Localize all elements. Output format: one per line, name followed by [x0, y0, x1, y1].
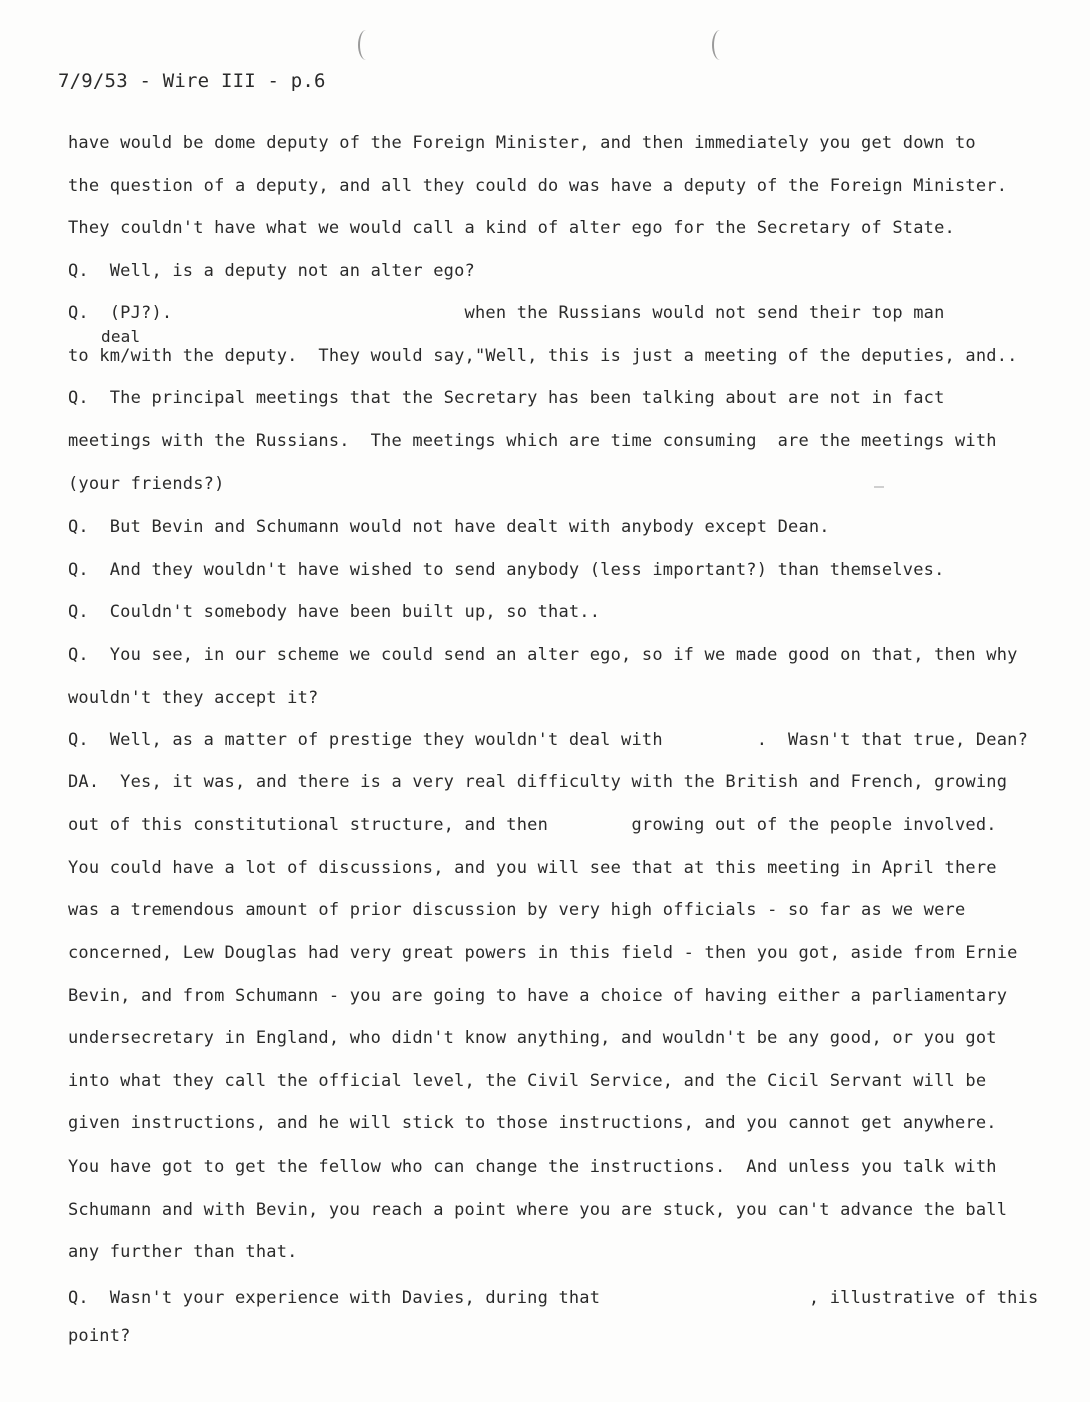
- text-line: concerned, Lew Douglas had very great powers in this field - then you got, aside from Ernie: [68, 943, 1018, 963]
- text-line: (your friends?): [68, 474, 225, 494]
- text-line: Q. And they wouldn't have wished to send anybody (less important?) than themselves.: [68, 560, 945, 580]
- page-header: 7/9/53 - Wire III - p.6: [58, 70, 326, 92]
- text-line: out of this constitutional structure, and then growing out of the people involved.: [68, 815, 997, 835]
- text-line: given instructions, and he will stick to those instructions, and you cannot get anywhere.: [68, 1113, 997, 1133]
- text-line: They couldn't have what we would call a kind of alter ego for the Secretary of State.: [68, 218, 955, 238]
- text-line: Q. (PJ?). when the Russians would not send their top man: [68, 303, 945, 323]
- text-line: meetings with the Russians. The meetings which are time consuming are the meetings with: [68, 431, 997, 451]
- text-line: Schumann and with Bevin, you reach a point where you are stuck, you can't advance the ball: [68, 1200, 1008, 1220]
- text-line: Q. Couldn't somebody have been built up, so that..: [68, 602, 601, 622]
- interlinear-insertion: deal: [101, 327, 141, 346]
- text-line: was a tremendous amount of prior discussion by very high officials - so far as we were: [68, 900, 966, 920]
- text-line: Q. Well, is a deputy not an alter ego?: [68, 261, 475, 281]
- punch-hole-mark: [712, 30, 728, 60]
- text-line: You could have a lot of discussions, and you will see that at this meeting in April there: [68, 858, 997, 878]
- text-line: point?: [68, 1326, 131, 1346]
- text-line: DA. Yes, it was, and there is a very real difficulty with the British and French, growing: [68, 772, 1008, 792]
- text-line: any further than that.: [68, 1242, 298, 1262]
- text-line: to km/with the deputy. They would say,"Well, this is just a meeting of the deputies, and..: [68, 346, 1018, 366]
- text-line: undersecretary in England, who didn't know anything, and wouldn't be any good, or you got: [68, 1028, 997, 1048]
- text-line: Q. Well, as a matter of prestige they wouldn't deal with . Wasn't that true, Dean?: [68, 730, 1029, 750]
- text-line: Q. You see, in our scheme we could send an alter ego, so if we made good on that, then why: [68, 645, 1018, 665]
- text-line: wouldn't they accept it?: [68, 688, 319, 708]
- text-line: Q. But Bevin and Schumann would not have dealt with anybody except Dean.: [68, 517, 830, 537]
- text-line: Q. The principal meetings that the Secretary has been talking about are not in fact: [68, 388, 945, 408]
- text-line: Q. Wasn't your experience with Davies, during that , illustrative of this: [68, 1288, 1039, 1308]
- paper-smudge: [874, 486, 884, 488]
- text-line: the question of a deputy, and all they could do was have a deputy of the Foreign Minister.: [68, 176, 1008, 196]
- punch-hole-mark: [358, 30, 374, 60]
- text-line: You have got to get the fellow who can change the instructions. And unless you talk with: [68, 1157, 997, 1177]
- text-line: Bevin, and from Schumann - you are going to have a choice of having either a parliamentary: [68, 986, 1008, 1006]
- text-line: into what they call the official level, the Civil Service, and the Cicil Servant will be: [68, 1071, 987, 1091]
- text-line: have would be dome deputy of the Foreign Minister, and then immediately you get down to: [68, 133, 976, 153]
